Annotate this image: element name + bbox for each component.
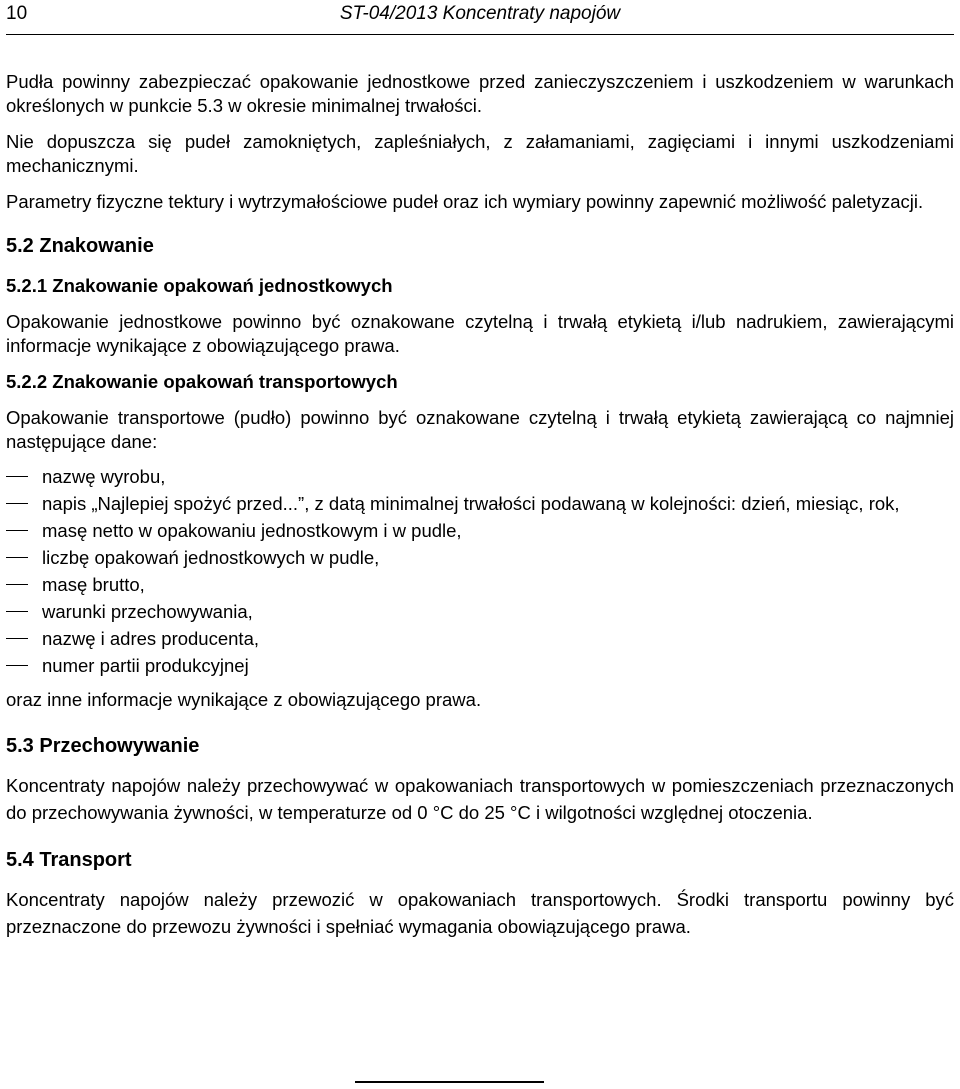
list-item: numer partii produkcyjnej: [6, 653, 954, 678]
footnote-separator: [355, 1081, 544, 1083]
section-heading-5-3: 5.3 Przechowywanie: [6, 735, 200, 757]
required-data-list: [6, 464, 954, 678]
section-heading-5-2-1: 5.2.1 Znakowanie opakowań jednostkowych: [6, 275, 393, 296]
list-item: liczbę opakowań jednostkowych w pudle,: [6, 545, 954, 570]
document-title: ST-04/2013 Koncentraty napojów: [339, 3, 621, 24]
section-heading-5-2: 5.2 Znakowanie: [6, 235, 154, 257]
page-header: [6, 0, 954, 35]
dash-bullet: [6, 503, 28, 504]
list-item: warunki przechowywania,: [6, 599, 954, 624]
paragraph-other-info: oraz inne informacje wynikające z obowiązującego prawa.: [6, 689, 482, 710]
list-item: masę netto w opakowaniu jednostkowym i w pudle,: [6, 518, 954, 543]
section-heading-5-2-2: 5.2.2 Znakowanie opakowań transportowych: [6, 371, 398, 392]
dash-bullet: [6, 638, 28, 639]
paragraph-transport-marking: Opakowanie transportowe (pudło) powinno być oznakowane czytelną i trwałą etykietą zawierającą co najmniej następujące dane:: [6, 407, 954, 452]
list-item: nazwę i adres producenta,: [6, 626, 954, 651]
paragraph-unit-marking: Opakowanie jednostkowe powinno być oznakowane czytelną i trwałą etykietą i/lub nadrukiem, zawierającymi informacje wynikające z obowiązującego prawa.: [6, 311, 954, 356]
page-number: 10: [6, 3, 28, 24]
list-item: napis „Najlepiej spożyć przed...”, z datą minimalnej trwałości podawaną w kolejności: dzień, miesiąc, rok,: [6, 491, 954, 516]
page-content: [6, 70, 954, 940]
list-item: nazwę wyrobu,: [6, 464, 954, 489]
dash-bullet: [6, 665, 28, 666]
paragraph-storage: Koncentraty napojów należy przechowywać w opakowaniach transportowych w pomieszczeniach przeznaczonych do przechowywania żywności, w temperaturze od 0 °C do 25 °C i wilgotności względnej otoczenia.: [6, 775, 954, 823]
list-item: masę brutto,: [6, 572, 954, 597]
section-heading-5-4: 5.4 Transport: [6, 849, 132, 871]
dash-bullet: [6, 530, 28, 531]
dash-bullet: [6, 611, 28, 612]
paragraph-box-protection: Pudła powinny zabezpieczać opakowanie jednostkowe przed zanieczyszczeniem i uszkodzeniem w warunkach określonych w punkcie 5.3 w okresie minimalnej trwałości.: [6, 71, 954, 116]
dash-bullet: [6, 557, 28, 558]
dash-bullet: [6, 584, 28, 585]
paragraph-box-damage: Nie dopuszcza się pudeł zamokniętych, zapleśniałych, z załamaniami, zagięciami i innymi uszkodzeniami mechanicznymi.: [6, 131, 954, 176]
paragraph-transport: Koncentraty napojów należy przewozić w opakowaniach transportowych. Środki transportu powinny być przeznaczone do przewozu żywności i spełniać wymagania obowiązującego prawa.: [6, 889, 954, 937]
dash-bullet: [6, 476, 28, 477]
paragraph-box-parameters: Parametry fizyczne tektury i wytrzymałościowe pudeł oraz ich wymiary powinny zapewnić możliwość paletyzacji.: [6, 191, 924, 212]
